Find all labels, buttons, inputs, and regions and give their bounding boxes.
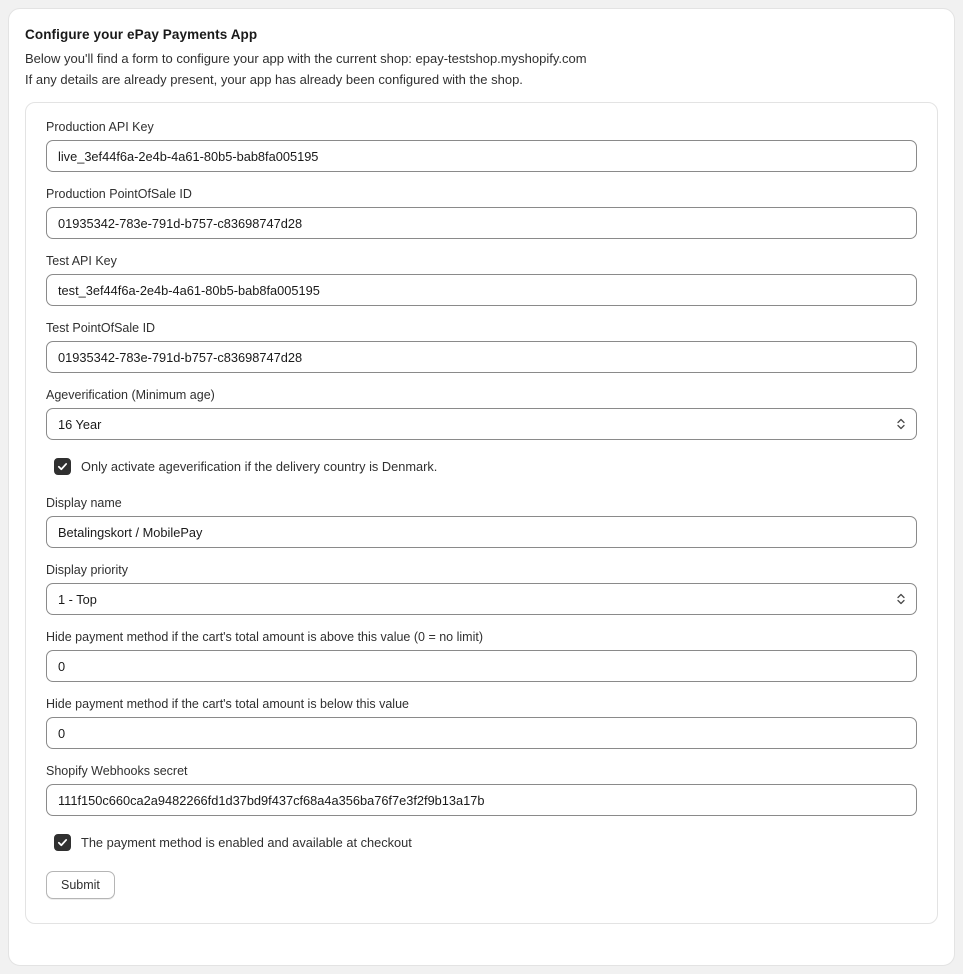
label-display-priority: Display priority: [46, 563, 128, 577]
checkmark-icon: [57, 837, 68, 848]
input-webhooks-secret[interactable]: [46, 784, 917, 816]
page-subtitle-line-2: If any details are already present, your app has already been configured with the shop.: [25, 72, 523, 87]
field-ageverification: [46, 387, 917, 440]
checkbox-enabled[interactable]: [54, 834, 71, 851]
config-card: [8, 8, 955, 966]
label-display-name: Display name: [46, 496, 122, 510]
page-subtitle-line-1: Below you'll find a form to configure your app with the current shop: epay-testshop.myshopify.com: [25, 51, 587, 66]
label-test-api-key: Test API Key: [46, 254, 117, 268]
field-hide-below-amount: [46, 696, 917, 749]
label-test-pointofsale-id: Test PointOfSale ID: [46, 321, 156, 335]
field-display-name: [46, 495, 917, 548]
field-production-pointofsale-id: [46, 186, 917, 239]
select-wrapper-display-priority: [46, 583, 917, 615]
label-webhooks-secret: Shopify Webhooks secret: [46, 764, 188, 778]
field-production-api-key: [46, 119, 917, 172]
submit-button[interactable]: Submit: [46, 871, 115, 899]
checkbox-label-denmark: Only activate ageverification if the delivery country is Denmark.: [81, 459, 438, 474]
checkmark-icon: [57, 461, 68, 472]
field-hide-above-amount: [46, 629, 917, 682]
input-display-name[interactable]: [46, 516, 917, 548]
configuration-form: [25, 102, 938, 924]
label-production-api-key: Production API Key: [46, 120, 154, 134]
label-production-pointofsale-id: Production PointOfSale ID: [46, 187, 192, 201]
field-webhooks-secret: [46, 763, 917, 816]
page-title: Configure your ePay Payments App: [25, 27, 258, 42]
checkbox-row-denmark[interactable]: [54, 458, 917, 475]
submit-row: [46, 871, 917, 899]
input-production-api-key[interactable]: [46, 140, 917, 172]
field-display-priority: [46, 562, 917, 615]
label-ageverification: Ageverification (Minimum age): [46, 388, 215, 402]
label-hide-above-amount: Hide payment method if the cart's total amount is above this value (0 = no limit): [46, 630, 483, 644]
input-hide-below-amount[interactable]: [46, 717, 917, 749]
field-test-pointofsale-id: [46, 320, 917, 373]
input-test-api-key[interactable]: [46, 274, 917, 306]
label-hide-below-amount: Hide payment method if the cart's total amount is below this value: [46, 697, 409, 711]
input-hide-above-amount[interactable]: [46, 650, 917, 682]
input-test-pointofsale-id[interactable]: [46, 341, 917, 373]
field-test-api-key: [46, 253, 917, 306]
select-display-priority[interactable]: [46, 583, 917, 615]
checkbox-row-enabled[interactable]: [54, 834, 917, 851]
select-wrapper-ageverification: [46, 408, 917, 440]
select-ageverification[interactable]: [46, 408, 917, 440]
input-production-pointofsale-id[interactable]: [46, 207, 917, 239]
checkbox-denmark[interactable]: [54, 458, 71, 475]
checkbox-label-enabled: The payment method is enabled and available at checkout: [81, 835, 412, 850]
